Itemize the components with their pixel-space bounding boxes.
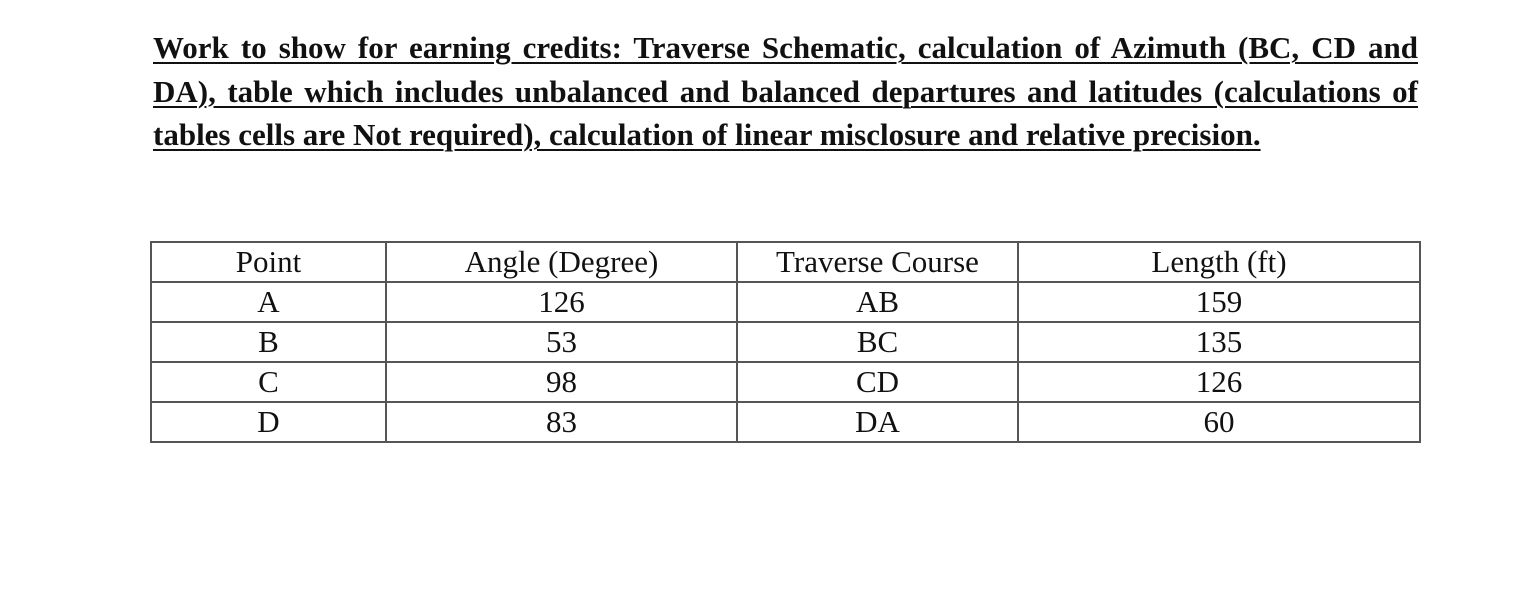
cell-angle: 98 <box>386 362 737 402</box>
cell-length: 60 <box>1018 402 1420 442</box>
cell-angle: 126 <box>386 282 737 322</box>
traverse-data-table <box>150 241 1421 443</box>
table-header-row <box>151 242 1420 282</box>
cell-point: B <box>151 322 386 362</box>
header-point: Point <box>151 242 386 282</box>
cell-angle: 83 <box>386 402 737 442</box>
cell-course: DA <box>737 402 1018 442</box>
cell-point: D <box>151 402 386 442</box>
cell-length: 126 <box>1018 362 1420 402</box>
cell-course: AB <box>737 282 1018 322</box>
table-row <box>151 362 1420 402</box>
cell-angle: 53 <box>386 322 737 362</box>
table-row <box>151 322 1420 362</box>
table-row <box>151 402 1420 442</box>
table-row <box>151 282 1420 322</box>
instructions-paragraph: Work to show for earning credits: Traverse Schematic, calculation of Azimuth (BC, CD and DA), table which includes unbalanced and balanced departures and latitudes (calculations of tables cells are Not required), calculation of linear misclosure and relative precision. <box>153 30 1418 152</box>
header-angle: Angle (Degree) <box>386 242 737 282</box>
cell-point: A <box>151 282 386 322</box>
header-length: Length (ft) <box>1018 242 1420 282</box>
cell-course: BC <box>737 322 1018 362</box>
cell-course: CD <box>737 362 1018 402</box>
cell-length: 135 <box>1018 322 1420 362</box>
cell-length: 159 <box>1018 282 1420 322</box>
cell-point: C <box>151 362 386 402</box>
header-traverse-course: Traverse Course <box>737 242 1018 282</box>
